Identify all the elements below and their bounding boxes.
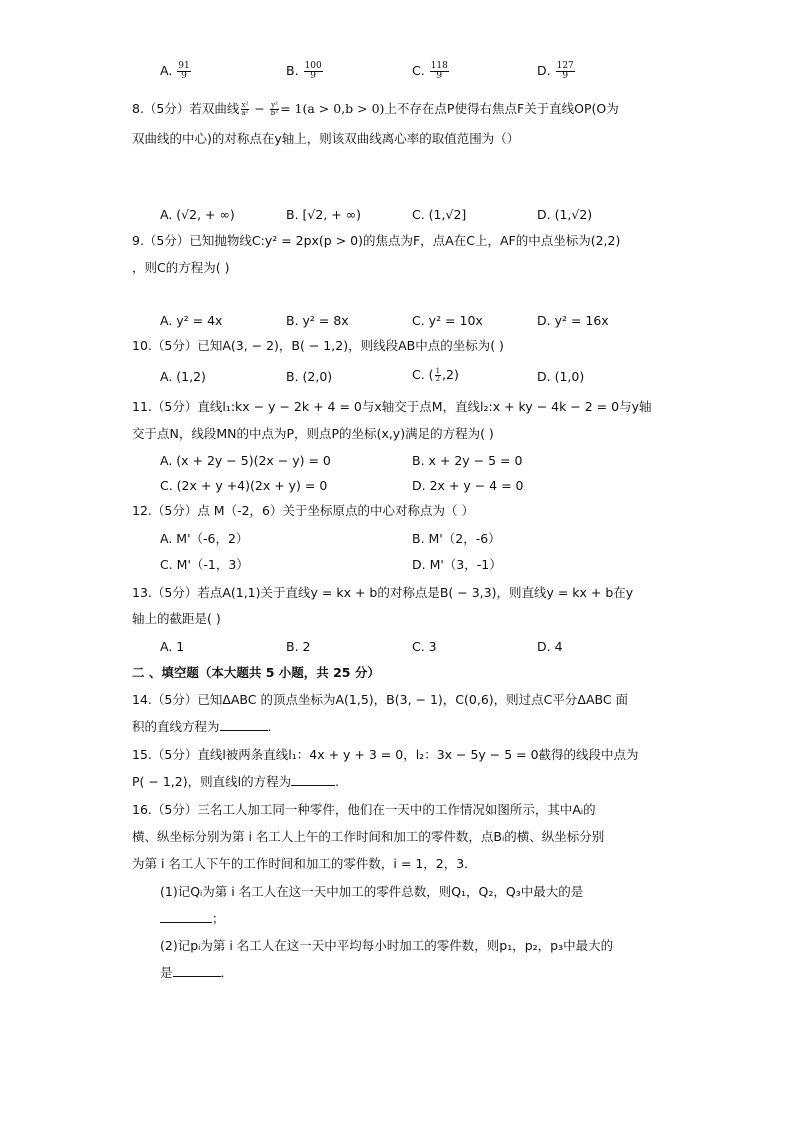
q10-option-d: D. (1,0) xyxy=(537,369,585,384)
q9-option-b: B. y² = 8x xyxy=(286,313,349,328)
q13-option-b: B. 2 xyxy=(286,639,311,654)
q13-option-c: C. 3 xyxy=(412,639,437,654)
section-fill-in-heading: 二 、填空题（本大题共 5 小题，共 25 分） xyxy=(132,665,380,680)
q9-line2: ，则C的方程为( ) xyxy=(132,260,230,275)
q11-line1: 11.（5分）直线l₁:kx − y − 2k + 4 = 0与x轴交于点M，直线l₂:x + ky − 4k − 2 = 0与y轴 xyxy=(132,399,652,414)
q11-option-a: A. (x + 2y − 5)(2x − y) = 0 xyxy=(160,453,331,468)
q8-option-c: C. (1,√2] xyxy=(412,207,467,222)
q10-option-b: B. (2,0) xyxy=(286,369,333,384)
q14-line2: 积的直线方程为 . xyxy=(132,719,272,734)
q8-option-d: D. (1,√2) xyxy=(537,207,593,222)
q13-option-d: D. 4 xyxy=(537,639,563,654)
q14-line1: 14.（5分）已知ΔABC 的顶点坐标为A(1,5)，B(3, − 1)，C(0,6)，则过点C平分ΔABC 面 xyxy=(132,692,629,707)
q9-option-c: C. y² = 10x xyxy=(412,313,483,328)
q7-option-b: B. $\frac{100}{9}$ xyxy=(286,61,322,81)
q11-option-c: C. (2x + y +4)(2x + y) = 0 xyxy=(160,478,328,493)
q16-line1: 16.（5分）三名工人加工同一种零件，他们在一天中的工作情况如图所示，其中Aᵢ的 xyxy=(132,802,596,817)
q16-sub1-answer-blank[interactable] xyxy=(160,910,212,923)
q13-line1: 13.（5分）若点A(1,1)关于直线y = kx + b的对称点是B( − 3,3)，则直线y = kx + b在y xyxy=(132,585,634,600)
q12-option-c: C. M'（-1，3） xyxy=(160,557,249,572)
q16-sub1-line1: (1)记Qᵢ为第 i 名工人在这一天中加工的零件总数，则Q₁，Q₂，Q₃中最大的是 xyxy=(160,884,584,899)
q13-line2: 轴上的截距是( ) xyxy=(132,611,221,626)
q12-option-b: B. M'（2，-6） xyxy=(412,531,501,546)
q15-answer-blank[interactable] xyxy=(291,773,335,786)
q16-line2: 横、纵坐标分别为第 i 名工人上午的工作时间和加工的零件数，点Bᵢ的横、纵坐标分别 xyxy=(132,829,605,844)
q12-option-a: A. M'（-6，2） xyxy=(160,531,249,546)
q10-line1: 10.（5分）已知A(3, − 2)，B( − 1,2)，则线段AB中点的坐标为( ) xyxy=(132,338,504,353)
q7-option-a: A. $\frac{91}{9}$ xyxy=(160,61,190,81)
q11-line2: 交于点N，线段MN的中点为P，则点P的坐标(x,y)满足的方程为( ) xyxy=(132,426,494,441)
q8-option-b: B. [√2, + ∞) xyxy=(286,207,361,222)
q7-option-c: C. $\frac{118}{9}$ xyxy=(412,61,448,81)
q7-option-d: D. $\frac{127}{9}$ xyxy=(537,61,574,81)
q10-option-a: A. (1,2) xyxy=(160,369,206,384)
q12-option-d: D. M'（3，-1） xyxy=(412,557,502,572)
q14-answer-blank[interactable] xyxy=(220,718,268,731)
q15-line1: 15.（5分）直线l被两条直线l₁：4x + y + 3 = 0，l₂：3x − 5y − 5 = 0截得的线段中点为 xyxy=(132,747,639,762)
q13-option-a: A. 1 xyxy=(160,639,185,654)
q16-line3: 为第 i 名工人下午的工作时间和加工的零件数，i = 1，2，3． xyxy=(132,856,477,871)
q9-option-d: D. y² = 16x xyxy=(537,313,609,328)
q12-line1: 12.（5分）点 M（-2，6）关于坐标原点的中心对称点为（ ） xyxy=(132,503,474,518)
q15-line2: P( − 1,2)，则直线l的方程为 . xyxy=(132,774,340,789)
q16-sub2-line2: 是 ． xyxy=(160,965,234,980)
q11-option-b: B. x + 2y − 5 = 0 xyxy=(412,453,523,468)
q8-line1: 8.（5分）若双曲线 $\frac{\text{x²}}{\text{a²}}$ − $\frac{\text{y²}}{\text{b²}}$ = 1(a > 0,b > 0)上不存在点P使得右焦点F关于直线OP(O为 xyxy=(132,101,619,117)
q16-sub1-line2: ； xyxy=(160,910,225,928)
q16-sub2-answer-blank[interactable] xyxy=(173,964,221,977)
q9-line1: 9.（5分）已知抛物线C:y² = 2px(p > 0)的焦点为F，点A在C上，AF的中点坐标为(2,2) xyxy=(132,233,621,248)
q16-sub2-line1: (2)记pᵢ为第 i 名工人在这一天中平均每小时加工的零件数，则p₁，p₂，p₃中最大的 xyxy=(160,938,614,953)
q8-option-a: A. (√2, + ∞) xyxy=(160,207,235,222)
q10-option-c: C. ( $\frac{1}{2}$ ,2) xyxy=(412,367,459,383)
q9-option-a: A. y² = 4x xyxy=(160,313,223,328)
q11-option-d: D. 2x + y − 4 = 0 xyxy=(412,478,524,493)
q8-line2: 双曲线的中心)的对称点在y轴上，则该双曲线离心率的取值范围为（） xyxy=(132,131,520,146)
